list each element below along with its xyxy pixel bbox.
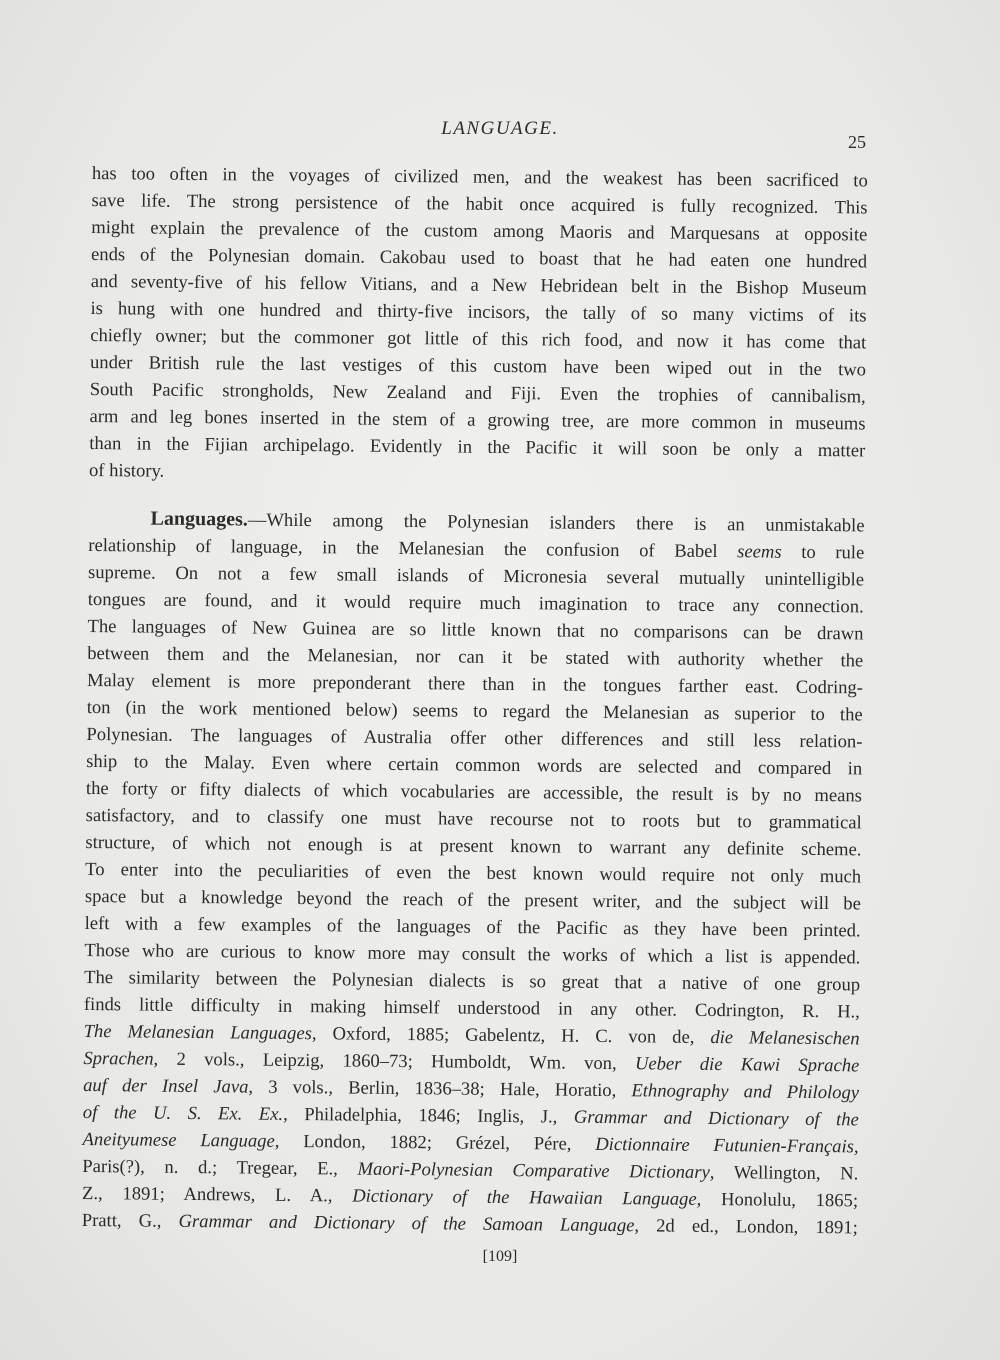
text-line: The similarity between the Polynesian dialects is so great that a native of one group: [84, 966, 861, 996]
bibliography-line: Pratt, G., Grammar and Dictionary of the Samoan Language, 2d ed., London, 1891;: [81, 1209, 858, 1239]
page-number: 25: [848, 132, 866, 152]
text-line: is hung with one hundred and thirty-five incisors, the tally of so many victims of its: [90, 297, 867, 327]
text-line: space but a knowledge beyond the reach of the present writer, and the subject will be: [84, 885, 861, 915]
bibliography-line: of the U. S. Ex. Ex., Philadelphia, 1846; Inglis, J., Grammar and Dictionary of the: [82, 1101, 859, 1131]
text-line: Polynesian. The languages of Australia offer other differences and still less relation-: [86, 723, 863, 753]
text-line: ends of the Polynesian domain. Cakobau used to boast that he had eaten one hundred: [90, 243, 868, 273]
text-line: The languages of New Guinea are so little known that no comparisons can be drawn: [87, 615, 864, 645]
text-line: supreme. On not a few small islands of Micronesia several mutually unintelligible: [87, 561, 865, 591]
text-line: of history.: [88, 459, 165, 482]
text-line: Languages.—While among the Polynesian islanders there is an unmistakable: [150, 507, 865, 537]
text-line: relationship of language, in the Melanesian the confusion of Babel seems to rule: [88, 534, 865, 564]
text-line: tongues are found, and it would require much imagination to trace any connection.: [87, 588, 864, 618]
text-line: might explain the prevalence of the custom among Maoris and Marquesans at opposite: [91, 216, 868, 246]
text-line: between them and the Melanesian, nor can it be stated with authority whether the: [87, 642, 864, 672]
text-line: and seventy-five of his fellow Vitians, and a New Hebridean belt in the Bishop Museum: [90, 270, 867, 300]
text-line: finds little difficulty in making himself understood in any other. Codrington, R. H.,: [83, 993, 860, 1023]
text-line: arm and leg bones inserted in the stem of a growing tree, are more common in museums: [89, 405, 866, 435]
text-line: than in the Fijian archipelago. Evidently in the Pacific it will soon be only a matter: [89, 432, 866, 462]
text-line: South Pacific strongholds, New Zealand and Fiji. Even the trophies of cannibalism,: [89, 378, 866, 408]
text-line: save life. The strong persistence of the habit once acquired is fully recognized. This: [91, 189, 868, 219]
folio-number: [109]: [482, 1248, 518, 1265]
bibliography-line: The Melanesian Languages, Oxford, 1885; Gabelentz, H. C. von de, die Melanesischen: [83, 1020, 860, 1050]
bibliography-line: auf der Insel Java, 3 vols., Berlin, 1836–38; Hale, Horatio, Ethnography and Philology: [83, 1074, 860, 1104]
text-line: the forty or fifty dialects of which vocabularies are accessible, the result is by no means: [85, 777, 863, 807]
body-text: [82, 160, 868, 1241]
section-heading: Languages.: [150, 507, 248, 531]
bibliography-line: Z., 1891; Andrews, L. A., Dictionary of the Hawaiian Language, Honolulu, 1865;: [81, 1182, 859, 1212]
text-line: Those who are curious to know more may consult the works of which a list is appended.: [84, 939, 861, 969]
text-line: under British rule the last vestiges of this custom have been wiped out in the two: [89, 351, 867, 381]
text-line: left with a few examples of the languages of the Pacific as they have been printed.: [84, 912, 861, 942]
text-line: structure, of which not enough is at present known to warrant any definite scheme.: [85, 831, 862, 861]
bibliography-line: Paris(?), n. d.; Tregear, E., Maori-Polynesian Comparative Dictionary, Wellington, N.: [82, 1155, 859, 1185]
bibliography-line: Aneityumese Language, London, 1882; Grézel, Pére, Dictionnaire Futunien-Français,: [82, 1128, 859, 1158]
text-line: Malay element is more preponderant there than in the tongues farther east. Codring-: [86, 669, 864, 699]
text-line: satisfactory, and to classify one must have recourse not to roots but to grammatical: [85, 804, 862, 834]
text-line: chiefly owner; but the commoner got little of this rich food, and now it has come that: [90, 324, 867, 354]
text-line: has too often in the voyages of civilized men, and the weakest has been sacrificed to: [91, 162, 868, 192]
text-line: ship to the Malay. Even where certain common words are selected and compared in: [86, 750, 863, 780]
text-line: ton (in the work mentioned below) seems to regard the Melanesian as superior to the: [86, 696, 863, 726]
bibliography-line: Sprachen, 2 vols., Leipzig, 1860–73; Humboldt, Wm. von, Ueber die Kawi Sprache: [83, 1047, 860, 1077]
running-head: LANGUAGE.: [441, 118, 559, 139]
text-line: To enter into the peculiarities of even the best known would require not only much: [85, 858, 862, 888]
